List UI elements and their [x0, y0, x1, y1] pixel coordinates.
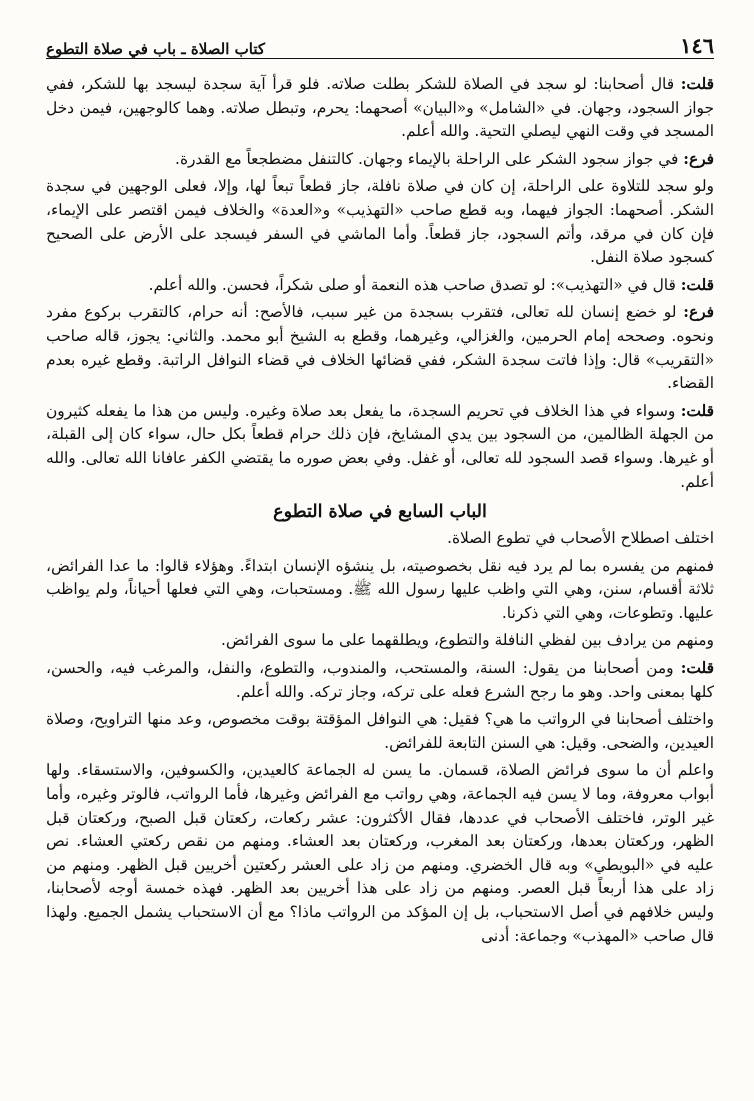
page-header: [46, 0, 714, 59]
paragraph-qultu-tahdhib: [46, 274, 714, 298]
paragraph-istilah: [46, 527, 714, 551]
paragraph-text: فمنهم من يفسره بما لم يرد فيه نقل بخصوصيته، بل ينشؤه الإنسان ابتداءً. وهؤلاء قالوا: ما عدا الفرائض، ثلاثة أقسام، سنن، وهي التي واظب عليها رسول الله ﷺ. ومستحبات، وهي التي فعلها أحياناً، ولم يواظب عليها. وتطوعات، وهي التي ذكرنا.: [46, 556, 714, 622]
paragraph-rawatib: [46, 708, 714, 755]
paragraph-text: واعلم أن ما سوى فرائض الصلاة، قسمان. ما يسن له الجماعة كالعيدين، والكسوفين، والاستسقاء. ولها أبواب معروفة، وما لا يسن فيه الجماعة، وهي رواتب مع الفرائض وغيرها، فأما الرواتب، فالوتر وغيره، وأما غير الوتر، فاختلف الأصحاب في عددها، فقال الأكثرون: عشر ركعات، ركعتان قبل الصبح، وركعتان قبل الظهر، وركعتان بعدها، وركعتان بعد المغرب، وركعتان بعد العشاء. ومنهم من نقص ركعتي العشاء. نص عليه في «البويطي» وبه قال الخضري. ومنهم من زاد على العشر ركعتين أخريين قبل الظهر. ومنهم من زاد على هذا أربعاً قبل العصر. ومنهم من زاد على هذا أخريين بعد الظهر. فهذه خمسة أوجه لأصحابنا، وليس خلافهم في أصل الاستحباب، بل إن المؤكد من الرواتب ماذا؟ مع أن الاستحباب يشمل الجميع. ولهذا قال صاحب «المهذب» وجماعة: أدنى: [46, 761, 714, 945]
paragraph-far-khudu: [46, 301, 714, 395]
paragraph-lead: قلت:: [680, 659, 714, 678]
paragraph-qultu-tahrim: [46, 400, 714, 494]
paragraph-aqsam: [46, 555, 714, 626]
paragraph-qultu-sujud-shukr: [46, 73, 714, 144]
paragraph-text: لو خضع إنسان لله تعالى، فتقرب بسجدة من غير سبب، فالأصح: أنه حرام، كالتقرب بركوع مفرد ونحوه. وصححه إمام الحرمين، والغزالي، وغيرهما، وقطع به الشيخ أبو محمد. والثاني: يجوز، قاله صاحب «التقريب» قال: وإذا فاتت سجدة الشكر، ففي قضائها الخلاف في قضاء النوافل الراتبة. وقطع غيره بعدم القضاء.: [46, 303, 714, 393]
page-body: [46, 59, 714, 948]
chapter-title: الباب السابع في صلاة التطوع: [273, 502, 487, 523]
paragraph-yuradif: [46, 629, 714, 653]
paragraph-text: ولو سجد للتلاوة على الراحلة، إن كان في صلاة نافلة، جاز قطعاً تبعاً لها، وإلا، فعلى الوجهين في سجدة الشكر. أصحهما: الجواز فيهما، وبه قطع صاحب «التهذيب» و«العدة» والخلاف فيمن اقتصر على الإيماء، فإن كان في مرقد، وأتم السجود، جاز قطعاً. وأما الماشي في السفر فيسجد على الأرض على الصحيح كسجود صلاة النفل.: [46, 177, 714, 267]
paragraph-lead: فرع:: [683, 303, 714, 322]
paragraph-text: وسواء في هذا الخلاف في تحريم السجدة، ما يفعل بعد صلاة وغيره. وليس من هذا ما يفعله كثيرون من الجهلة الظالمين، من السجود بين يدي المشايخ، فإن ذلك حرام قطعاً بكل حال، سواء كان إلى القبلة، أو غيرها. وسواء قصد السجود لله تعالى، أو غفل. وفي بعض صوره ما يقتضي الكفر عافانا الله تعالى. والله أعلم.: [46, 401, 714, 491]
page-number: ١٤٦: [680, 33, 714, 58]
paragraph-lead: قلت:: [680, 401, 714, 420]
paragraph-far-rahila: [46, 148, 714, 172]
running-title: كتاب الصلاة ـ باب في صلاة التطوع: [46, 40, 265, 58]
paragraph-text: ومن أصحابنا من يقول: السنة، والمستحب، والمندوب، والتطوع، والنفل، والمرغب فيه، والحسن، كلها بمعنى واحد. وهو ما رجح الشرع فعله على تركه، وجاز تركه. والله أعلم.: [46, 659, 714, 701]
paragraph-lead: فرع:: [683, 149, 714, 168]
paragraph-lead: قلت:: [680, 75, 714, 93]
paragraph-text: اختلف اصطلاح الأصحاب في تطوع الصلاة.: [447, 529, 714, 548]
paragraph-text: قال أصحابنا: لو سجد في الصلاة للشكر بطلت صلاته. فلو قرأ آية سجدة ليسجد بها للشكر، ففي جواز السجود، وجهان. في «الشامل» و«البيان» أصحهما: يحرم، وتبطل صلاته. وهما كالوجهين، فيمن دخل المسجد في وقت النهي ليصلي التحية. والله أعلم.: [46, 75, 714, 141]
paragraph-text: قال في «التهذيب»: لو تصدق صاحب هذه النعمة أو صلى شكراً، فحسن. والله أعلم.: [148, 275, 681, 294]
paragraph-text: ومنهم من يرادف بين لفظي النافلة والتطوع، ويطلقهما على ما سوى الفرائض.: [220, 631, 714, 650]
paragraph-text: واختلف أصحابنا في الرواتب ما هي؟ فقيل: هي النوافل المؤقتة بوقت مخصوص، وعد منها التراويح، وصلاة العيدين، والضحى. وقيل: هي السنن التابعة للفرائض.: [46, 710, 714, 752]
paragraph-tilawa-rahila: [46, 175, 714, 269]
paragraph-text: في جواز سجود الشكر على الراحلة بالإيماء وجهان. كالتنفل مضطجعاً مع القدرة.: [175, 149, 684, 168]
paragraph-qultu-sunna: [46, 657, 714, 704]
paragraph-qismān: [46, 759, 714, 948]
paragraph-lead: قلت:: [680, 275, 714, 294]
